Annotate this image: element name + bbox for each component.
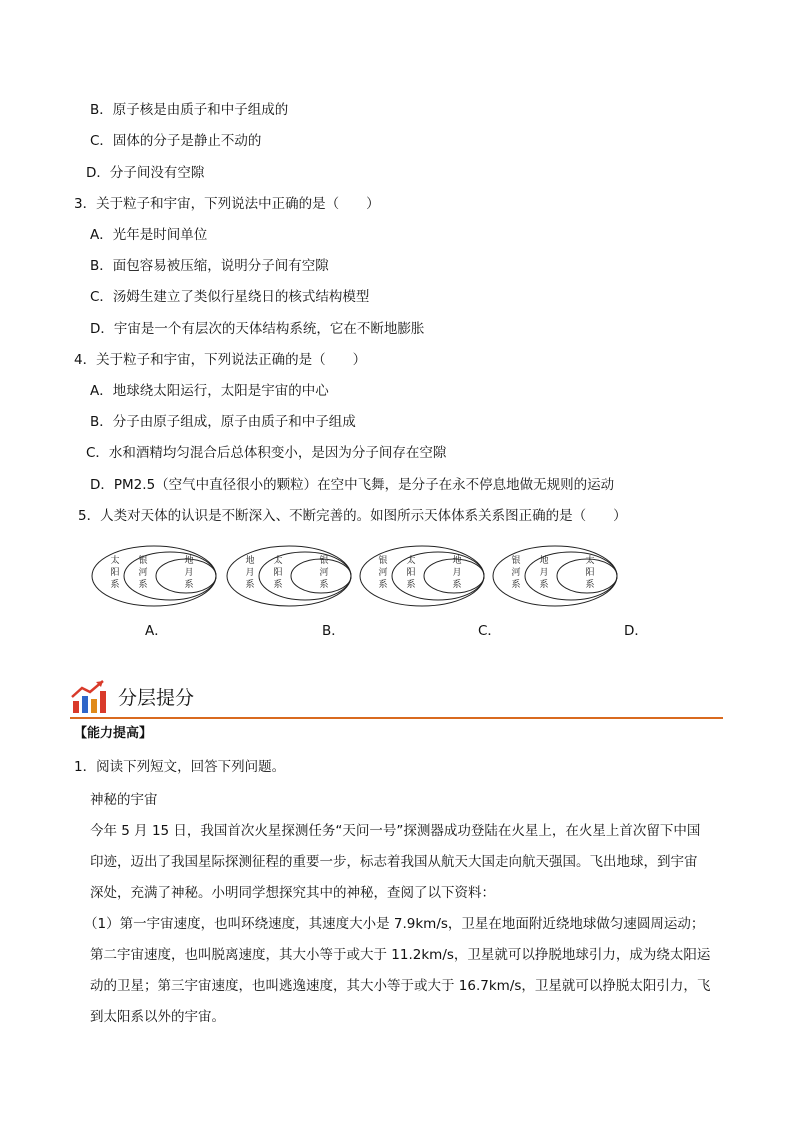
q3-option-c: C．汤姆生建立了类似行星绕日的核式结构模型 bbox=[90, 289, 370, 305]
diagram-d-outer-label: 银河系 bbox=[511, 556, 521, 590]
reading-stem: 1．阅读下列短文，回答下列问题。 bbox=[74, 759, 286, 775]
passage-line-6: 动的卫星；第三宇宙速度，也叫逃逸速度，其大小等于或大于 16.7km/s，卫星就可以挣脱太阳引力，飞 bbox=[90, 978, 711, 994]
passage-title: 神秘的宇宙 bbox=[90, 792, 158, 808]
diagram-c-outer-label: 银河系 bbox=[378, 556, 388, 590]
diagram-option-a: A． bbox=[145, 623, 168, 639]
ability-label: 【能力提高】 bbox=[74, 726, 153, 741]
section-title: 分层提分 bbox=[118, 687, 195, 709]
q4-option-b: B．分子由原子组成，原子由质子和中子组成 bbox=[90, 414, 356, 430]
diagram-a-inner-label: 地月系 bbox=[184, 556, 194, 590]
q4-option-d: D．PM2.5（空气中直径很小的颗粒）在空中飞舞，是分子在永不停息地做无规则的运动 bbox=[90, 477, 615, 493]
diagram-option-d: D． bbox=[624, 623, 648, 639]
q3-stem: 3．关于粒子和宇宙，下列说法中正确的是（ ） bbox=[74, 196, 380, 212]
q4-stem: 4．关于粒子和宇宙，下列说法正确的是（ ） bbox=[74, 352, 367, 368]
q2-option-b: B．原子核是由质子和中子组成的 bbox=[90, 102, 289, 118]
growth-chart-icon bbox=[70, 679, 108, 719]
diagram-c-middle-label: 太阳系 bbox=[406, 556, 416, 590]
q4-option-a: A．地球绕太阳运行，太阳是宇宙的中心 bbox=[90, 383, 329, 399]
q3-option-d: D．宇宙是一个有层次的天体结构系统，它在不断地膨胀 bbox=[90, 321, 425, 337]
passage-line-7: 到太阳系以外的宇宙。 bbox=[90, 1009, 225, 1025]
diagram-d-middle-label: 地月系 bbox=[539, 556, 549, 590]
diagram-a-middle-label: 银河系 bbox=[138, 556, 148, 590]
passage-line-3: 深处，充满了神秘。小明同学想探究其中的神秘，查阅了以下资料： bbox=[90, 885, 495, 901]
passage-line-5: 第二宇宙速度，也叫脱离速度，其大小等于或大于 11.2km/s，卫星就可以挣脱地球引力，成为绕太阳运 bbox=[90, 947, 711, 963]
diagram-b-outer-label: 地月系 bbox=[245, 556, 255, 590]
passage-line-2: 印迹，迈出了我国星际探测征程的重要一步，标志着我国从航天大国走向航天强国。飞出地球，到宇宙 bbox=[90, 854, 698, 870]
diagram-d-inner-label: 太阳系 bbox=[585, 556, 595, 590]
diagram-c-inner-label: 地月系 bbox=[452, 556, 462, 590]
q3-option-b: B．面包容易被压缩，说明分子间有空隙 bbox=[90, 258, 329, 274]
passage-line-1: 今年 5 月 15 日，我国首次火星探测任务“天问一号”探测器成功登陆在火星上，在火星上首次留下中国 bbox=[90, 823, 701, 839]
diagram-svg bbox=[90, 543, 650, 613]
q2-option-c: C．固体的分子是静止不动的 bbox=[90, 133, 262, 149]
diagram-b-middle-label: 太阳系 bbox=[273, 556, 283, 590]
diagram-b-inner-label: 银河系 bbox=[319, 556, 329, 590]
celestial-system-diagrams bbox=[90, 543, 650, 617]
diagram-option-c: C． bbox=[478, 623, 501, 639]
section-divider bbox=[70, 717, 723, 719]
diagram-option-b: B． bbox=[322, 623, 345, 639]
q5-stem: 5．人类对天体的认识是不断深入、不断完善的。如图所示天体体系关系图正确的是（ ） bbox=[78, 508, 627, 524]
passage-line-4: （1）第一宇宙速度，也叫环绕速度，其速度大小是 7.9km/s，卫星在地面附近绕地球做匀速圆周运动； bbox=[84, 916, 705, 932]
q3-option-a: A．光年是时间单位 bbox=[90, 227, 208, 243]
q2-option-d: D．分子间没有空隙 bbox=[86, 165, 205, 181]
q4-option-c: C．水和酒精均匀混合后总体积变小，是因为分子间存在空隙 bbox=[86, 445, 447, 461]
section-header bbox=[70, 677, 723, 719]
diagram-a-outer-label: 太阳系 bbox=[110, 556, 120, 590]
